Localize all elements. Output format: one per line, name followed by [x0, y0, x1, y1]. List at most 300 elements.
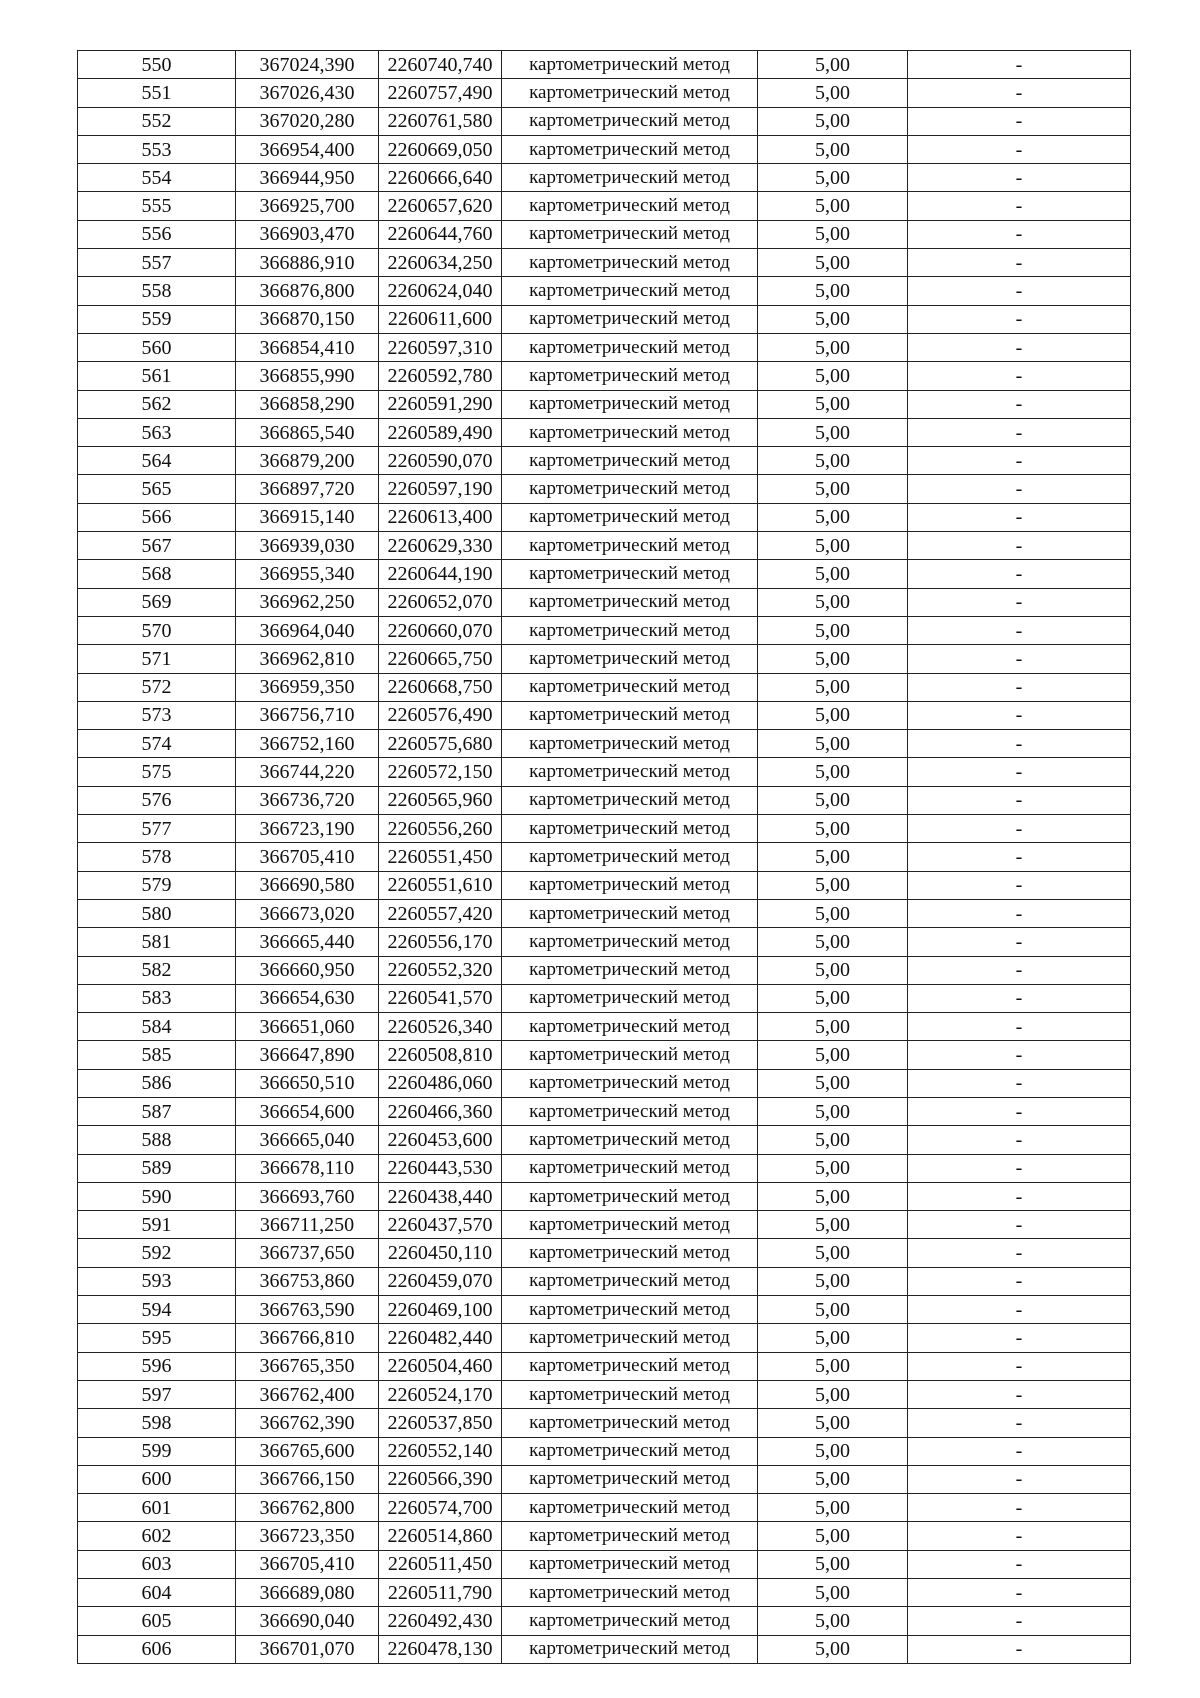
y-coordinate-cell: 2260757,490: [379, 79, 502, 107]
note-cell: -: [908, 1267, 1131, 1295]
method-cell: картометрический метод: [502, 815, 758, 843]
accuracy-cell: 5,00: [758, 447, 908, 475]
table-row: [78, 107, 1131, 135]
point-number-cell: 584: [78, 1013, 236, 1041]
accuracy-cell: 5,00: [758, 305, 908, 333]
table-row: [78, 1013, 1131, 1041]
x-coordinate-cell: 366690,040: [236, 1607, 379, 1635]
x-coordinate-cell: 366854,410: [236, 333, 379, 361]
note-cell: -: [908, 928, 1131, 956]
note-cell: -: [908, 390, 1131, 418]
x-coordinate-cell: 367024,390: [236, 51, 379, 79]
y-coordinate-cell: 2260629,330: [379, 532, 502, 560]
method-cell: картометрический метод: [502, 1409, 758, 1437]
table-row: [78, 1097, 1131, 1125]
point-number-cell: 603: [78, 1550, 236, 1578]
note-cell: -: [908, 730, 1131, 758]
x-coordinate-cell: 366705,410: [236, 843, 379, 871]
x-coordinate-cell: 366711,250: [236, 1211, 379, 1239]
method-cell: картометрический метод: [502, 730, 758, 758]
x-coordinate-cell: 366689,080: [236, 1579, 379, 1607]
point-number-cell: 606: [78, 1635, 236, 1663]
x-coordinate-cell: 366886,910: [236, 249, 379, 277]
accuracy-cell: 5,00: [758, 984, 908, 1012]
x-coordinate-cell: 366756,710: [236, 701, 379, 729]
accuracy-cell: 5,00: [758, 560, 908, 588]
point-number-cell: 597: [78, 1380, 236, 1408]
note-cell: -: [908, 107, 1131, 135]
method-cell: картометрический метод: [502, 1437, 758, 1465]
method-cell: картометрический метод: [502, 1211, 758, 1239]
accuracy-cell: 5,00: [758, 956, 908, 984]
y-coordinate-cell: 2260592,780: [379, 362, 502, 390]
note-cell: -: [908, 192, 1131, 220]
x-coordinate-cell: 366647,890: [236, 1041, 379, 1069]
table-row: [78, 588, 1131, 616]
x-coordinate-cell: 366765,600: [236, 1437, 379, 1465]
accuracy-cell: 5,00: [758, 1324, 908, 1352]
x-coordinate-cell: 366736,720: [236, 786, 379, 814]
x-coordinate-cell: 366915,140: [236, 503, 379, 531]
method-cell: картометрический метод: [502, 1041, 758, 1069]
accuracy-cell: 5,00: [758, 1154, 908, 1182]
note-cell: -: [908, 51, 1131, 79]
note-cell: -: [908, 1182, 1131, 1210]
accuracy-cell: 5,00: [758, 899, 908, 927]
table-row: [78, 645, 1131, 673]
point-number-cell: 582: [78, 956, 236, 984]
point-number-cell: 600: [78, 1465, 236, 1493]
point-number-cell: 583: [78, 984, 236, 1012]
y-coordinate-cell: 2260590,070: [379, 447, 502, 475]
note-cell: -: [908, 277, 1131, 305]
x-coordinate-cell: 366650,510: [236, 1069, 379, 1097]
note-cell: -: [908, 899, 1131, 927]
table-row: [78, 305, 1131, 333]
method-cell: картометрический метод: [502, 701, 758, 729]
accuracy-cell: 5,00: [758, 1097, 908, 1125]
note-cell: -: [908, 673, 1131, 701]
note-cell: -: [908, 1154, 1131, 1182]
method-cell: картометрический метод: [502, 1550, 758, 1578]
point-number-cell: 571: [78, 645, 236, 673]
table-row: [78, 277, 1131, 305]
note-cell: -: [908, 135, 1131, 163]
y-coordinate-cell: 2260572,150: [379, 758, 502, 786]
point-number-cell: 564: [78, 447, 236, 475]
accuracy-cell: 5,00: [758, 249, 908, 277]
y-coordinate-cell: 2260511,450: [379, 1550, 502, 1578]
y-coordinate-cell: 2260469,100: [379, 1296, 502, 1324]
point-number-cell: 563: [78, 418, 236, 446]
point-number-cell: 559: [78, 305, 236, 333]
x-coordinate-cell: 366723,350: [236, 1522, 379, 1550]
note-cell: -: [908, 843, 1131, 871]
accuracy-cell: 5,00: [758, 588, 908, 616]
accuracy-cell: 5,00: [758, 701, 908, 729]
y-coordinate-cell: 2260613,400: [379, 503, 502, 531]
method-cell: картометрический метод: [502, 758, 758, 786]
point-number-cell: 578: [78, 843, 236, 871]
note-cell: -: [908, 164, 1131, 192]
accuracy-cell: 5,00: [758, 843, 908, 871]
table-row: [78, 1522, 1131, 1550]
y-coordinate-cell: 2260576,490: [379, 701, 502, 729]
x-coordinate-cell: 366939,030: [236, 532, 379, 560]
table-row: [78, 786, 1131, 814]
y-coordinate-cell: 2260552,140: [379, 1437, 502, 1465]
x-coordinate-cell: 366737,650: [236, 1239, 379, 1267]
point-number-cell: 581: [78, 928, 236, 956]
method-cell: картометрический метод: [502, 418, 758, 446]
x-coordinate-cell: 366766,150: [236, 1465, 379, 1493]
y-coordinate-cell: 2260575,680: [379, 730, 502, 758]
table-row: [78, 616, 1131, 644]
x-coordinate-cell: 366955,340: [236, 560, 379, 588]
method-cell: картометрический метод: [502, 1465, 758, 1493]
accuracy-cell: 5,00: [758, 503, 908, 531]
table-row: [78, 1380, 1131, 1408]
note-cell: -: [908, 1409, 1131, 1437]
method-cell: картометрический метод: [502, 1013, 758, 1041]
table-row: [78, 1437, 1131, 1465]
method-cell: картометрический метод: [502, 843, 758, 871]
table-row: [78, 560, 1131, 588]
x-coordinate-cell: 366765,350: [236, 1352, 379, 1380]
accuracy-cell: 5,00: [758, 1267, 908, 1295]
note-cell: -: [908, 1352, 1131, 1380]
note-cell: -: [908, 220, 1131, 248]
accuracy-cell: 5,00: [758, 1494, 908, 1522]
note-cell: -: [908, 447, 1131, 475]
x-coordinate-cell: 366865,540: [236, 418, 379, 446]
method-cell: картометрический метод: [502, 956, 758, 984]
method-cell: картометрический метод: [502, 984, 758, 1012]
y-coordinate-cell: 2260660,070: [379, 616, 502, 644]
accuracy-cell: 5,00: [758, 51, 908, 79]
x-coordinate-cell: 366753,860: [236, 1267, 379, 1295]
accuracy-cell: 5,00: [758, 786, 908, 814]
accuracy-cell: 5,00: [758, 1579, 908, 1607]
point-number-cell: 601: [78, 1494, 236, 1522]
method-cell: картометрический метод: [502, 1352, 758, 1380]
y-coordinate-cell: 2260761,580: [379, 107, 502, 135]
point-number-cell: 570: [78, 616, 236, 644]
note-cell: -: [908, 645, 1131, 673]
table-row: [78, 1494, 1131, 1522]
table-row: [78, 135, 1131, 163]
y-coordinate-cell: 2260478,130: [379, 1635, 502, 1663]
note-cell: -: [908, 418, 1131, 446]
table-row: [78, 730, 1131, 758]
table-row: [78, 333, 1131, 361]
point-number-cell: 592: [78, 1239, 236, 1267]
y-coordinate-cell: 2260634,250: [379, 249, 502, 277]
method-cell: картометрический метод: [502, 928, 758, 956]
table-row: [78, 928, 1131, 956]
x-coordinate-cell: 366962,810: [236, 645, 379, 673]
accuracy-cell: 5,00: [758, 135, 908, 163]
table-row: [78, 447, 1131, 475]
accuracy-cell: 5,00: [758, 645, 908, 673]
point-number-cell: 604: [78, 1579, 236, 1607]
x-coordinate-cell: 366903,470: [236, 220, 379, 248]
table-row: [78, 1324, 1131, 1352]
x-coordinate-cell: 366954,400: [236, 135, 379, 163]
y-coordinate-cell: 2260537,850: [379, 1409, 502, 1437]
y-coordinate-cell: 2260657,620: [379, 192, 502, 220]
y-coordinate-cell: 2260511,790: [379, 1579, 502, 1607]
method-cell: картометрический метод: [502, 871, 758, 899]
point-number-cell: 572: [78, 673, 236, 701]
point-number-cell: 588: [78, 1126, 236, 1154]
method-cell: картометрический метод: [502, 333, 758, 361]
point-number-cell: 573: [78, 701, 236, 729]
x-coordinate-cell: 366959,350: [236, 673, 379, 701]
x-coordinate-cell: 366705,410: [236, 1550, 379, 1578]
accuracy-cell: 5,00: [758, 1380, 908, 1408]
method-cell: картометрический метод: [502, 503, 758, 531]
note-cell: -: [908, 815, 1131, 843]
point-number-cell: 579: [78, 871, 236, 899]
point-number-cell: 557: [78, 249, 236, 277]
note-cell: -: [908, 362, 1131, 390]
x-coordinate-cell: 366701,070: [236, 1635, 379, 1663]
method-cell: картометрический метод: [502, 1635, 758, 1663]
table-row: [78, 871, 1131, 899]
point-number-cell: 587: [78, 1097, 236, 1125]
x-coordinate-cell: 366763,590: [236, 1296, 379, 1324]
x-coordinate-cell: 366744,220: [236, 758, 379, 786]
table-row: [78, 701, 1131, 729]
accuracy-cell: 5,00: [758, 1437, 908, 1465]
table-row: [78, 418, 1131, 446]
accuracy-cell: 5,00: [758, 1465, 908, 1493]
point-number-cell: 560: [78, 333, 236, 361]
accuracy-cell: 5,00: [758, 758, 908, 786]
note-cell: -: [908, 1465, 1131, 1493]
note-cell: -: [908, 1239, 1131, 1267]
method-cell: картометрический метод: [502, 447, 758, 475]
point-number-cell: 590: [78, 1182, 236, 1210]
method-cell: картометрический метод: [502, 220, 758, 248]
table-row: [78, 899, 1131, 927]
table-row: [78, 815, 1131, 843]
note-cell: -: [908, 305, 1131, 333]
method-cell: картометрический метод: [502, 532, 758, 560]
point-number-cell: 577: [78, 815, 236, 843]
note-cell: -: [908, 1635, 1131, 1663]
y-coordinate-cell: 2260504,460: [379, 1352, 502, 1380]
point-number-cell: 598: [78, 1409, 236, 1437]
y-coordinate-cell: 2260459,070: [379, 1267, 502, 1295]
table-row: [78, 79, 1131, 107]
accuracy-cell: 5,00: [758, 871, 908, 899]
note-cell: -: [908, 1494, 1131, 1522]
point-number-cell: 565: [78, 475, 236, 503]
point-number-cell: 552: [78, 107, 236, 135]
y-coordinate-cell: 2260526,340: [379, 1013, 502, 1041]
method-cell: картометрический метод: [502, 560, 758, 588]
y-coordinate-cell: 2260541,570: [379, 984, 502, 1012]
method-cell: картометрический метод: [502, 1324, 758, 1352]
method-cell: картометрический метод: [502, 390, 758, 418]
point-number-cell: 566: [78, 503, 236, 531]
x-coordinate-cell: 366660,950: [236, 956, 379, 984]
point-number-cell: 602: [78, 1522, 236, 1550]
point-number-cell: 594: [78, 1296, 236, 1324]
table-row: [78, 1296, 1131, 1324]
y-coordinate-cell: 2260591,290: [379, 390, 502, 418]
accuracy-cell: 5,00: [758, 164, 908, 192]
method-cell: картометрический метод: [502, 1522, 758, 1550]
accuracy-cell: 5,00: [758, 362, 908, 390]
y-coordinate-cell: 2260589,490: [379, 418, 502, 446]
accuracy-cell: 5,00: [758, 1550, 908, 1578]
y-coordinate-cell: 2260450,110: [379, 1239, 502, 1267]
y-coordinate-cell: 2260566,390: [379, 1465, 502, 1493]
y-coordinate-cell: 2260438,440: [379, 1182, 502, 1210]
accuracy-cell: 5,00: [758, 532, 908, 560]
y-coordinate-cell: 2260665,750: [379, 645, 502, 673]
point-number-cell: 555: [78, 192, 236, 220]
note-cell: -: [908, 1041, 1131, 1069]
note-cell: -: [908, 1607, 1131, 1635]
table-row: [78, 843, 1131, 871]
method-cell: картометрический метод: [502, 249, 758, 277]
method-cell: картометрический метод: [502, 1069, 758, 1097]
x-coordinate-cell: 366690,580: [236, 871, 379, 899]
note-cell: -: [908, 1013, 1131, 1041]
table-row: [78, 1635, 1131, 1663]
point-number-cell: 554: [78, 164, 236, 192]
y-coordinate-cell: 2260652,070: [379, 588, 502, 616]
point-number-cell: 551: [78, 79, 236, 107]
y-coordinate-cell: 2260597,310: [379, 333, 502, 361]
note-cell: -: [908, 1579, 1131, 1607]
x-coordinate-cell: 366925,700: [236, 192, 379, 220]
method-cell: картометрический метод: [502, 645, 758, 673]
table-row: [78, 673, 1131, 701]
method-cell: картометрический метод: [502, 588, 758, 616]
x-coordinate-cell: 366752,160: [236, 730, 379, 758]
y-coordinate-cell: 2260668,750: [379, 673, 502, 701]
x-coordinate-cell: 366879,200: [236, 447, 379, 475]
table-row: [78, 1211, 1131, 1239]
x-coordinate-cell: 366962,250: [236, 588, 379, 616]
method-cell: картометрический метод: [502, 305, 758, 333]
table-row: [78, 1126, 1131, 1154]
y-coordinate-cell: 2260669,050: [379, 135, 502, 163]
point-number-cell: 586: [78, 1069, 236, 1097]
table-row: [78, 1579, 1131, 1607]
point-number-cell: 556: [78, 220, 236, 248]
point-number-cell: 550: [78, 51, 236, 79]
method-cell: картометрический метод: [502, 786, 758, 814]
note-cell: -: [908, 475, 1131, 503]
y-coordinate-cell: 2260557,420: [379, 899, 502, 927]
x-coordinate-cell: 367026,430: [236, 79, 379, 107]
y-coordinate-cell: 2260482,440: [379, 1324, 502, 1352]
method-cell: картометрический метод: [502, 616, 758, 644]
x-coordinate-cell: 366665,440: [236, 928, 379, 956]
y-coordinate-cell: 2260565,960: [379, 786, 502, 814]
method-cell: картометрический метод: [502, 1494, 758, 1522]
method-cell: картометрический метод: [502, 1267, 758, 1295]
table-row: [78, 1550, 1131, 1578]
accuracy-cell: 5,00: [758, 1409, 908, 1437]
method-cell: картометрический метод: [502, 1182, 758, 1210]
note-cell: -: [908, 786, 1131, 814]
method-cell: картометрический метод: [502, 79, 758, 107]
accuracy-cell: 5,00: [758, 1211, 908, 1239]
point-number-cell: 569: [78, 588, 236, 616]
point-number-cell: 568: [78, 560, 236, 588]
y-coordinate-cell: 2260508,810: [379, 1041, 502, 1069]
table-row: [78, 362, 1131, 390]
method-cell: картометрический метод: [502, 1154, 758, 1182]
x-coordinate-cell: 366651,060: [236, 1013, 379, 1041]
accuracy-cell: 5,00: [758, 277, 908, 305]
table-row: [78, 758, 1131, 786]
table-row: [78, 1182, 1131, 1210]
table-row: [78, 1409, 1131, 1437]
method-cell: картометрический метод: [502, 475, 758, 503]
accuracy-cell: 5,00: [758, 673, 908, 701]
accuracy-cell: 5,00: [758, 418, 908, 446]
accuracy-cell: 5,00: [758, 616, 908, 644]
x-coordinate-cell: 366766,810: [236, 1324, 379, 1352]
y-coordinate-cell: 2260644,760: [379, 220, 502, 248]
note-cell: -: [908, 1380, 1131, 1408]
accuracy-cell: 5,00: [758, 1522, 908, 1550]
y-coordinate-cell: 2260524,170: [379, 1380, 502, 1408]
point-number-cell: 580: [78, 899, 236, 927]
x-coordinate-cell: 366762,400: [236, 1380, 379, 1408]
x-coordinate-cell: 366855,990: [236, 362, 379, 390]
note-cell: -: [908, 333, 1131, 361]
point-number-cell: 576: [78, 786, 236, 814]
accuracy-cell: 5,00: [758, 928, 908, 956]
x-coordinate-cell: 366673,020: [236, 899, 379, 927]
x-coordinate-cell: 366870,150: [236, 305, 379, 333]
y-coordinate-cell: 2260666,640: [379, 164, 502, 192]
accuracy-cell: 5,00: [758, 1607, 908, 1635]
accuracy-cell: 5,00: [758, 1013, 908, 1041]
method-cell: картометрический метод: [502, 51, 758, 79]
accuracy-cell: 5,00: [758, 220, 908, 248]
accuracy-cell: 5,00: [758, 1352, 908, 1380]
x-coordinate-cell: 366654,600: [236, 1097, 379, 1125]
point-number-cell: 567: [78, 532, 236, 560]
table-row: [78, 956, 1131, 984]
table-row: [78, 984, 1131, 1012]
x-coordinate-cell: 366723,190: [236, 815, 379, 843]
x-coordinate-cell: 366762,800: [236, 1494, 379, 1522]
x-coordinate-cell: 366858,290: [236, 390, 379, 418]
y-coordinate-cell: 2260556,260: [379, 815, 502, 843]
method-cell: картометрический метод: [502, 107, 758, 135]
accuracy-cell: 5,00: [758, 475, 908, 503]
table-row: [78, 1465, 1131, 1493]
note-cell: -: [908, 79, 1131, 107]
accuracy-cell: 5,00: [758, 1182, 908, 1210]
y-coordinate-cell: 2260551,450: [379, 843, 502, 871]
note-cell: -: [908, 1522, 1131, 1550]
method-cell: картометрический метод: [502, 362, 758, 390]
note-cell: -: [908, 1211, 1131, 1239]
y-coordinate-cell: 2260644,190: [379, 560, 502, 588]
